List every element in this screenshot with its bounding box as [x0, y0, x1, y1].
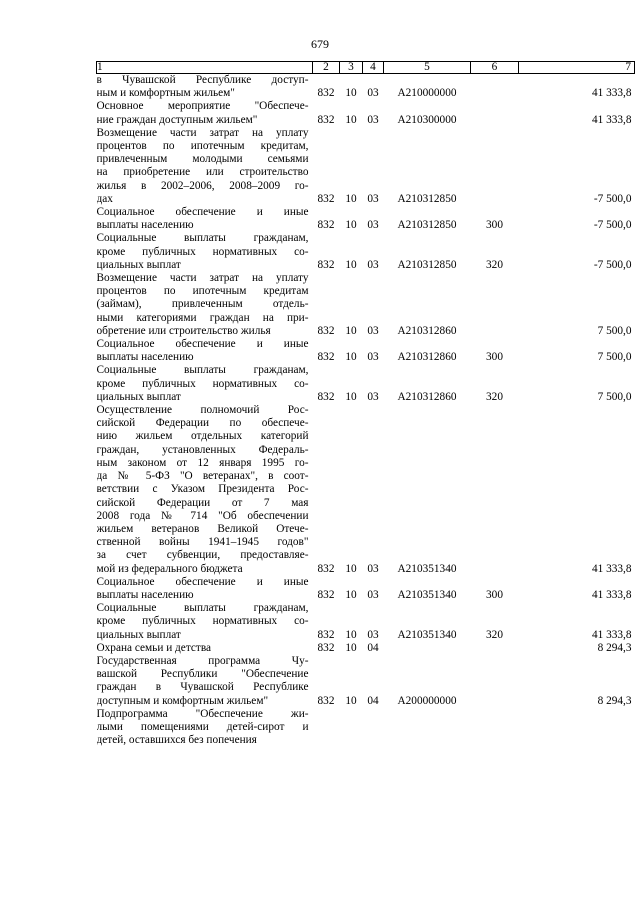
- row-ministry-code: 832: [317, 113, 335, 126]
- row-subsection-code: [363, 708, 384, 748]
- row-ministry-code: [313, 708, 340, 748]
- description-line: Социальное обеспечение и иные: [96, 338, 309, 351]
- row-ministry-code: 832: [317, 641, 335, 654]
- description-line: процентов по ипотечным кредитам: [96, 285, 309, 298]
- description-line: Социальные выплаты гражданам,: [96, 364, 309, 377]
- row-section-code: 10: [345, 192, 357, 205]
- table-row: [97, 127, 635, 206]
- row-description: [97, 364, 313, 404]
- description-line: Подпрограмма "Обеспечение жи-: [96, 707, 309, 720]
- description-line: Осуществление полномочий Рос-: [96, 404, 309, 417]
- table-row: [97, 708, 635, 748]
- row-section-code: 10: [345, 351, 357, 364]
- header-col-2: 2: [313, 62, 340, 74]
- description-line: за счет субвенции, предоставляе-: [96, 549, 309, 562]
- row-section-code: 10: [345, 219, 357, 232]
- row-amount: 7 500,0: [597, 390, 632, 403]
- description-line: циальных выплат: [96, 258, 181, 271]
- description-line: процентов по ипотечным кредитам,: [96, 140, 309, 153]
- row-expense-type-code: 300: [486, 219, 503, 232]
- description-line: ными категориями граждан на при-: [96, 311, 309, 324]
- row-target-article-code: А210312860: [397, 390, 457, 403]
- row-amount: -7 500,0: [593, 192, 632, 205]
- row-amount: [519, 708, 635, 748]
- description-line: выплаты населению: [96, 588, 194, 601]
- row-expense-type-code: 300: [486, 351, 503, 364]
- header-row: [97, 62, 635, 74]
- row-description: [97, 74, 313, 101]
- description-line: сийской Федерации от 7 мая: [96, 496, 309, 509]
- description-line: сийской Федерации по обеспече-: [96, 417, 309, 430]
- description-line: да № 5-ФЗ "О ветеранах", в соот-: [96, 470, 309, 483]
- description-line: Государственная программа Чу-: [96, 654, 309, 667]
- row-expense-type-code: 320: [486, 258, 503, 271]
- row-expense-type-code: [471, 708, 519, 748]
- description-line: Возмещение части затрат на уплату: [96, 272, 309, 285]
- row-expense-type-code: [471, 74, 519, 101]
- row-section-code: 10: [345, 390, 357, 403]
- description-line: Возмещение части затрат на уплату: [96, 126, 309, 139]
- description-line: жилья в 2002–2006, 2008–2009 го-: [96, 179, 309, 192]
- row-target-article-code: [384, 642, 471, 655]
- row-description: [97, 206, 313, 232]
- row-amount: 7 500,0: [597, 351, 632, 364]
- row-expense-type-code: [471, 655, 519, 708]
- description-line: кроме публичных нормативных со-: [96, 615, 309, 628]
- description-line: дах: [96, 192, 113, 205]
- description-line: Основное мероприятие "Обеспече-: [96, 100, 309, 113]
- description-line: циальных выплат: [96, 390, 181, 403]
- row-section-code: 10: [345, 113, 357, 126]
- row-target-article-code: А210351340: [397, 588, 457, 601]
- description-line: на приобретение или строительство: [96, 166, 309, 179]
- table-row: [97, 655, 635, 708]
- row-amount: 41 333,8: [591, 588, 632, 601]
- table-row: [97, 100, 635, 126]
- row-target-article-code: А210312860: [397, 351, 457, 364]
- row-ministry-code: 832: [317, 588, 335, 601]
- row-amount: 41 333,8: [591, 562, 632, 575]
- row-target-article-code: А210312860: [397, 324, 457, 337]
- row-expense-type-code: 300: [486, 588, 503, 601]
- row-expense-type-code: [471, 100, 519, 126]
- row-ministry-code: 832: [317, 87, 335, 100]
- row-section-code: 10: [345, 258, 357, 271]
- header-col-4: 4: [363, 62, 384, 74]
- row-ministry-code: 832: [317, 258, 335, 271]
- row-ministry-code: 832: [317, 694, 335, 707]
- row-expense-type-code: 320: [486, 390, 503, 403]
- row-amount: 8 294,3: [597, 694, 632, 707]
- row-subsection-code: 03: [367, 588, 379, 601]
- table-row: [97, 576, 635, 602]
- row-description: [97, 100, 313, 126]
- description-line: Социальные выплаты гражданам,: [96, 232, 309, 245]
- row-subsection-code: 03: [367, 351, 379, 364]
- row-target-article-code: А210000000: [397, 87, 457, 100]
- description-line: детей, оставшихся без попечения: [96, 734, 257, 747]
- description-line: ным законом от 12 января 1995 го-: [96, 456, 309, 469]
- row-section-code: 10: [345, 87, 357, 100]
- row-subsection-code: 04: [367, 641, 379, 654]
- description-line: вашской Республики "Обеспечение: [96, 668, 309, 681]
- row-amount: 8 294,3: [597, 641, 632, 654]
- row-subsection-code: 03: [367, 219, 379, 232]
- description-line: выплаты населению: [96, 351, 194, 364]
- row-ministry-code: 832: [317, 219, 335, 232]
- header-col-5: 5: [384, 62, 471, 74]
- description-line: ние граждан доступным жильем": [96, 113, 258, 126]
- header-col-3: 3: [340, 62, 363, 74]
- description-line: доступным и комфортным жильем": [96, 694, 269, 707]
- header-col-6: 6: [471, 62, 519, 74]
- row-subsection-code: 03: [367, 192, 379, 205]
- row-description: [97, 602, 313, 642]
- row-description: [97, 642, 313, 655]
- row-target-article-code: А210351340: [397, 562, 457, 575]
- row-section-code: 10: [345, 641, 357, 654]
- row-subsection-code: 03: [367, 628, 379, 641]
- row-amount: -7 500,0: [593, 258, 632, 271]
- row-amount: 7 500,0: [597, 324, 632, 337]
- table-row: [97, 642, 635, 655]
- description-line: Социальное обеспечение и иные: [96, 575, 309, 588]
- table-row: [97, 338, 635, 364]
- table-row: [97, 364, 635, 404]
- header-col-7: 7: [519, 62, 635, 74]
- page-number: 679: [311, 37, 329, 51]
- description-line: ветствии с Указом Президента Рос-: [96, 483, 309, 496]
- description-line: граждан в Чувашской Республике: [96, 681, 309, 694]
- row-expense-type-code: [471, 404, 519, 576]
- row-expense-type-code: [471, 272, 519, 338]
- table-body: [97, 74, 635, 748]
- budget-table: [96, 61, 635, 747]
- row-description: [97, 655, 313, 708]
- description-line: (займам), привлеченным отдель-: [96, 298, 309, 311]
- description-line: кроме публичных нормативных со-: [96, 245, 309, 258]
- description-line: обретение или строительство жилья: [96, 324, 271, 337]
- table-row: [97, 232, 635, 272]
- header-col-1: 1: [97, 62, 313, 74]
- row-section-code: 10: [345, 628, 357, 641]
- row-expense-type-code: 320: [486, 628, 503, 641]
- row-subsection-code: 03: [367, 324, 379, 337]
- row-expense-type-code: [471, 127, 519, 206]
- row-section-code: 10: [345, 694, 357, 707]
- description-line: лыми помещениями детей-сирот и: [96, 720, 309, 733]
- row-subsection-code: 03: [367, 113, 379, 126]
- row-description: [97, 127, 313, 206]
- row-ministry-code: 832: [317, 390, 335, 403]
- description-line: циальных выплат: [96, 628, 181, 641]
- row-target-article-code: А210312850: [397, 192, 457, 205]
- row-ministry-code: 832: [317, 628, 335, 641]
- table-row: [97, 272, 635, 338]
- row-subsection-code: 03: [367, 562, 379, 575]
- row-target-article-code: А210300000: [397, 113, 457, 126]
- row-ministry-code: 832: [317, 351, 335, 364]
- row-amount: 41 333,8: [591, 113, 632, 126]
- row-ministry-code: 832: [317, 562, 335, 575]
- table-row: [97, 602, 635, 642]
- table-row: [97, 404, 635, 576]
- row-expense-type-code: [471, 642, 519, 655]
- row-amount: 41 333,8: [591, 628, 632, 641]
- description-line: Социальное обеспечение и иные: [96, 206, 309, 219]
- row-amount: -7 500,0: [593, 219, 632, 232]
- row-subsection-code: 03: [367, 390, 379, 403]
- description-line: в Чувашской Республике доступ-: [96, 74, 309, 86]
- row-section-code: 10: [345, 562, 357, 575]
- row-description: [97, 708, 313, 748]
- description-line: граждан, установленных Федераль-: [96, 443, 309, 456]
- row-section-code: 10: [345, 324, 357, 337]
- description-line: Охрана семьи и детства: [96, 641, 212, 654]
- description-line: мой из федерального бюджета: [96, 562, 243, 575]
- row-target-article-code: А210312850: [397, 219, 457, 232]
- row-section-code: [340, 708, 363, 748]
- description-line: нию жильем отдельных категорий: [96, 430, 309, 443]
- description-line: кроме публичных нормативных со-: [96, 377, 309, 390]
- description-line: ственной войны 1941–1945 годов": [96, 536, 309, 549]
- row-subsection-code: 03: [367, 87, 379, 100]
- description-line: выплаты населению: [96, 219, 194, 232]
- row-description: [97, 576, 313, 602]
- row-subsection-code: 03: [367, 258, 379, 271]
- row-ministry-code: 832: [317, 324, 335, 337]
- description-line: 2008 года № 714 "Об обеспечении: [96, 509, 309, 522]
- description-line: Социальные выплаты гражданам,: [96, 602, 309, 615]
- description-line: ным и комфортным жильем": [96, 87, 235, 100]
- table-row: [97, 74, 635, 101]
- row-target-article-code: А200000000: [397, 694, 457, 707]
- row-amount: 41 333,8: [591, 87, 632, 100]
- row-description: [97, 272, 313, 338]
- description-line: жильем ветеранов Великой Отече-: [96, 522, 309, 535]
- description-line: привлеченным молодыми семьями: [96, 153, 309, 166]
- row-description: [97, 232, 313, 272]
- row-section-code: 10: [345, 588, 357, 601]
- row-target-article-code: [384, 708, 471, 748]
- row-description: [97, 404, 313, 576]
- row-target-article-code: А210312850: [397, 258, 457, 271]
- row-description: [97, 338, 313, 364]
- row-ministry-code: 832: [317, 192, 335, 205]
- row-target-article-code: А210351340: [397, 628, 457, 641]
- row-subsection-code: 04: [367, 694, 379, 707]
- table-row: [97, 206, 635, 232]
